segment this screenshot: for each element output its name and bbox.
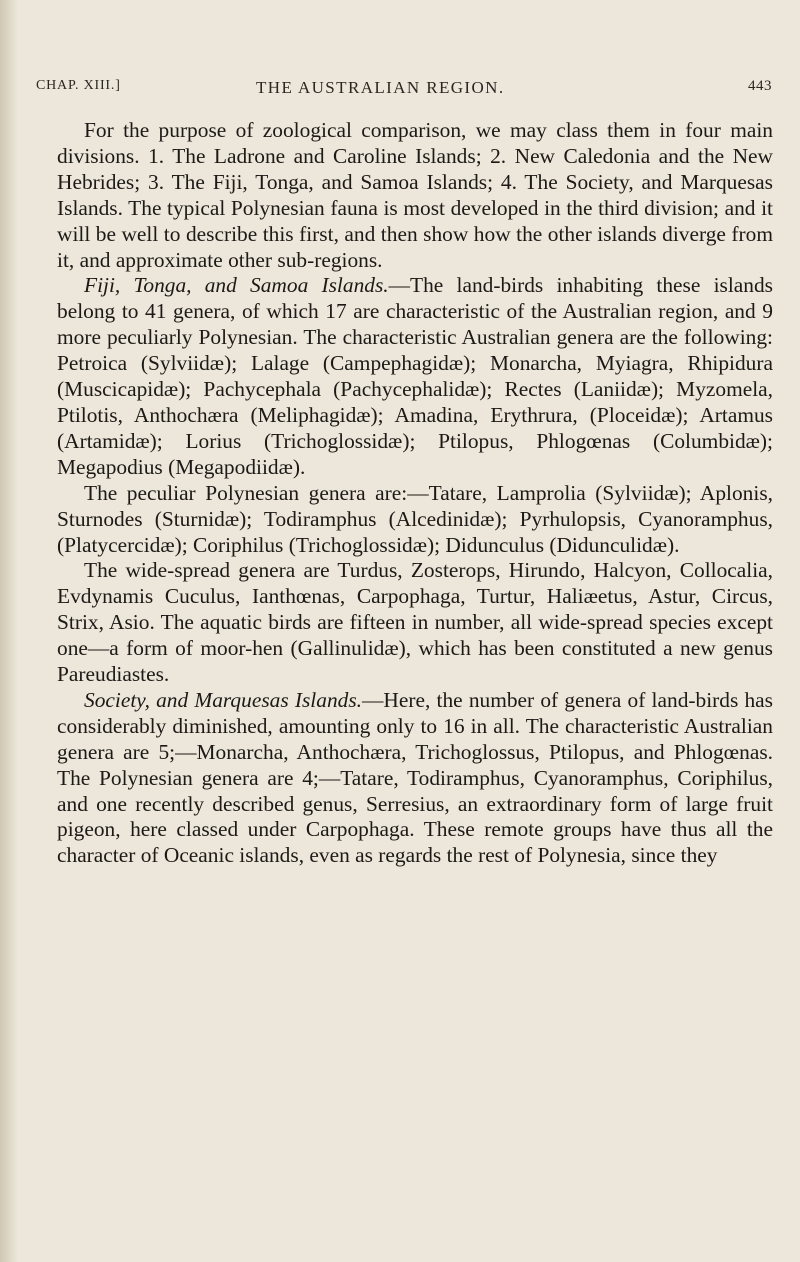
paragraph-text: For the purpose of zoological comparison, we may class them in four main divisions. 1. The Ladrone and Caroline Islands; 2. New Caledonia and the New Hebrides; 3. The Fiji, Tonga, and Samoa Islands; 4. The Society, and Marquesas Islands. The typical Polynesian fauna is most developed in the third division; and it will be well to describe this first, and then show how the other islands diverge from it, and approximate other sub-regions.	[57, 118, 773, 272]
chapter-marker: CHAP. XIII.]	[36, 78, 121, 93]
paragraph-text: The peculiar Polynesian genera are:—Tatare, Lamprolia (Sylviidæ); Aplonis, Sturnodes (Sturnidæ); Todiramphus (Alcedinidæ); Pyrhulopsis, Cyanoramphus, (Platycercidæ); Coriphilus (Trichoglossidæ); Didunculus (Didunculidæ).	[57, 480, 773, 557]
paragraph-society-marquesas	[57, 688, 773, 869]
paragraph-fiji-tonga-samoa	[57, 273, 773, 480]
paragraph-text: —The land-birds inhabiting these islands belong to 41 genera, of which 17 are characteristic of the Australian region, and 9 more peculiarly Polynesian. The characteristic Australian genera are the following: Petroica (Sylviidæ); Lalage (Campephagidæ); Monarcha, Myiagra, Rhipidura (Muscicapidæ); Pachycephala (Pachycephalidæ); Rectes (Laniidæ); Myzomela, Ptilotis, Anthochæra (Meliphagidæ); Amadina, Erythrura, (Ploceidæ); Artamus (Artamidæ); Lorius (Trichoglossidæ); Ptilopus, Phlogœnas (Columbidæ); Megapodius (Megapodiidæ).	[57, 273, 773, 479]
running-title: THE AUSTRALIAN REGION.	[256, 78, 505, 97]
running-head	[36, 78, 772, 102]
paragraph-text: —Here, the number of genera of land-birds has considerably diminished, amounting only to 16 in all. The characteristic Australian genera are 5;—Monarcha, Anthochæra, Trichoglossus, Ptilopus, and Phlogœnas. The Polynesian genera are 4;—Tatare, Todiramphus, Cyanoramphus, Coriphilus, and one recently described genus, Serresius, an extraordinary form of large fruit pigeon, here classed under Carpophaga. These remote groups have thus all the character of Oceanic islands, even as regards the rest of Polynesia, since they	[57, 687, 773, 868]
paragraph-peculiar-genera	[57, 481, 773, 559]
page-number: 443	[748, 78, 772, 94]
page-gutter-shadow	[0, 0, 18, 1262]
section-heading: Society, and Marquesas Islands.	[84, 687, 363, 712]
section-heading: Fiji, Tonga, and Samoa Islands.	[84, 273, 389, 298]
paragraph-intro	[57, 118, 773, 273]
paragraph-text: The wide-spread genera are Turdus, Zosterops, Hirundo, Halcyon, Collocalia, Evdynamis Cuculus, Ianthœnas, Carpophaga, Turtur, Haliæetus, Astur, Circus, Strix, Asio. The aquatic birds are fifteen in number, all wide-spread species except one—a form of moor-hen (Gallinulidæ), which has been constituted a new genus Pareudiastes.	[57, 558, 773, 687]
paragraph-widespread-genera	[57, 558, 773, 688]
body-text	[57, 118, 773, 869]
